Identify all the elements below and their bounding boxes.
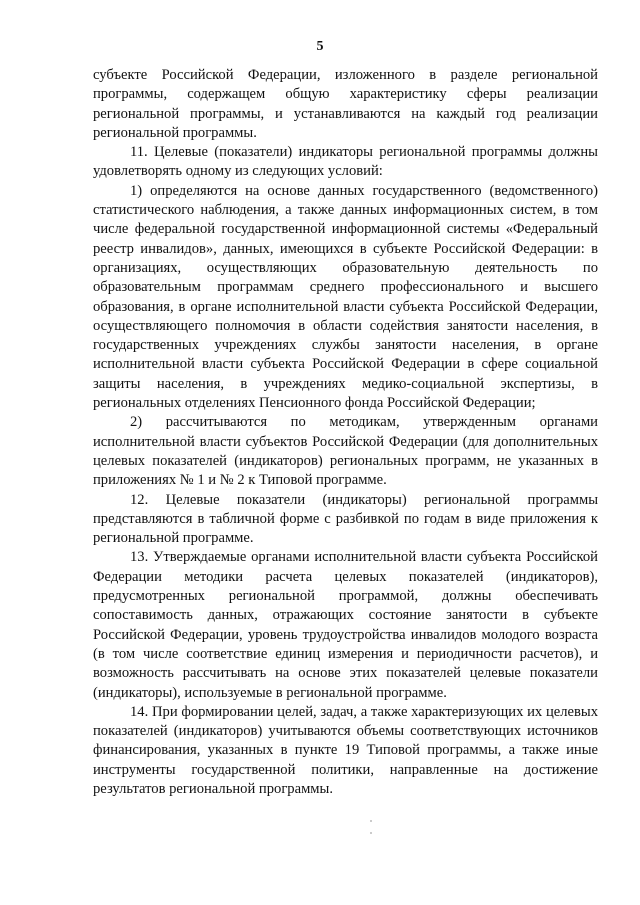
paragraph-item-13: 13. Утверждаемые органами исполнительной власти субъекта Российской Федерации методики расчета целевых показателей (индикаторов), предусмотренных региональной программой, должны обеспечивать сопоставимость данных, отражающих состояние занятости в субъекте Российской Федерации, уровень трудоустройства инвалидов молодого возраста (в том числе соответствие единиц измерения и периодичности расчетов), и возможность рассчитывать на основе этих показателей целевые показатели (индикаторы), используемые в региональной программе. [93,549,598,701]
document-body [93,66,598,799]
scan-speck [370,820,372,822]
paragraph-condition-1: 1) определяются на основе данных государственного (ведомственного) статистического наблюдения, а также данных информационных систем, в том числе федеральной государственной информационной системы «Федеральный реестр инвалидов», данных, имеющихся в субъекте Российской Федерации: в организациях, осуществляющих образовательную деятельность по образовательным программам среднего профессионального и высшего образования, в органе исполнительной власти субъекта Российской Федерации, осуществляющего полномочия в области содействия занятости населения, в государственных учреждениях службы занятости населения, в органе исполнительной власти субъекта Российской Федерации в сфере социальной защиты населения, в учреждениях медико-социальной экспертизы, в региональных отделениях Пенсионного фонда Российской Федерации; [93,182,598,412]
scan-speck [370,832,372,834]
paragraph-item-12: 12. Целевые показатели (индикаторы) региональной программы представляются в табличной форме с разбивкой по годам в виде приложения к региональной программе. [93,491,598,547]
page-number: 5 [316,39,324,54]
paragraph-item-14: 14. При формировании целей, задач, а также характеризующих их целевых показателей (индикаторов) учитываются объемы соответствующих источников финансирования, указанных в пункте 19 Типовой программы, а также иные инструменты государственной политики, направленные на достижение результатов региональной программы. [93,703,598,797]
paragraph-condition-2: 2) рассчитываются по методикам, утвержденным органами исполнительной власти субъектов Российской Федерации (для дополнительных целевых показателей (индикаторов) региональных программ, не указанных в приложениях № 1 и № 2 к Типовой программе. [93,414,598,489]
paragraph-item-11: 11. Целевые (показатели) индикаторы региональной программы должны удовлетворять одному из следующих условий: [93,144,598,180]
paragraph-continuation: субъекте Российской Федерации, изложенного в разделе региональной программы, содержащем общую характеристику сферы реализации региональной программы, и устанавливаются на каждый год реализации региональной программы. [93,67,598,141]
